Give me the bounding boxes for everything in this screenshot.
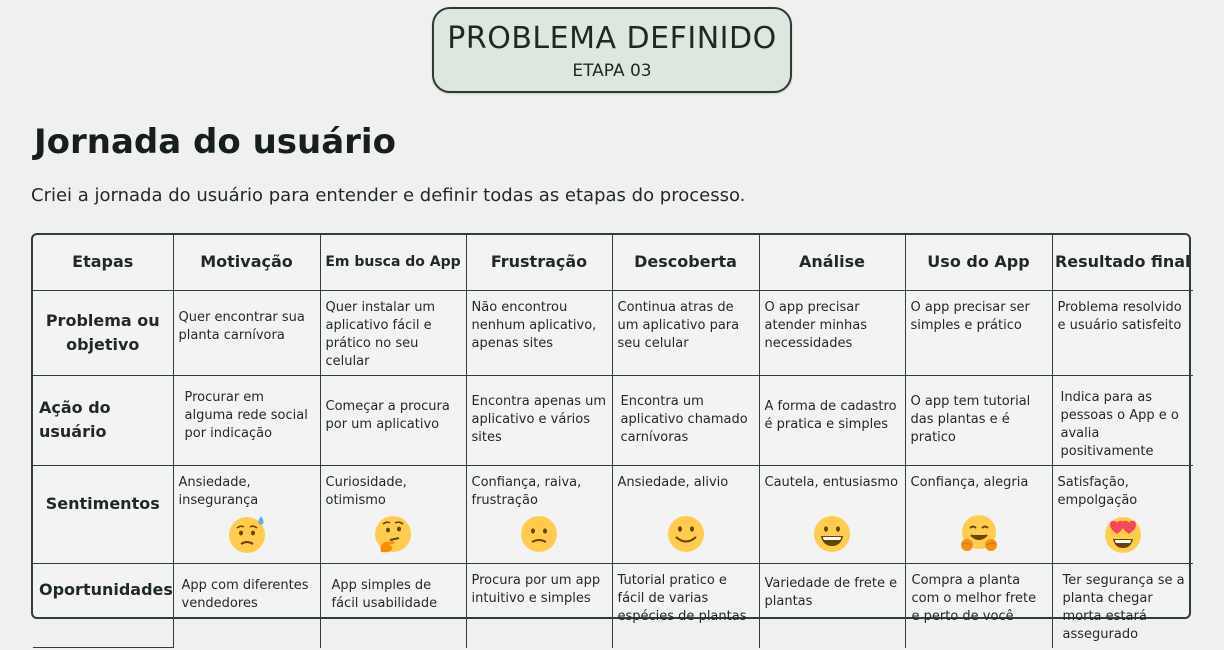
table-cell xyxy=(759,465,905,563)
table-row xyxy=(33,465,1193,563)
table-cell: Ter segurança se a planta chegar morta estará assegurado xyxy=(1052,563,1193,648)
row-label-user-action: Ação do usuário xyxy=(33,375,173,465)
column-header-app-usage: Uso do App xyxy=(905,235,1052,290)
thinking-face-icon xyxy=(373,514,413,554)
table-cell: O app precisar ser simples e prático xyxy=(905,290,1052,375)
confused-face-icon xyxy=(519,514,559,554)
table-cell: A forma de cadastro é pratica e simples xyxy=(759,375,905,465)
column-header-frustration: Frustração xyxy=(466,235,612,290)
row-label-problem: Problema ou objetivo xyxy=(33,290,173,375)
table-cell: O app precisar atender minhas necessidades xyxy=(759,290,905,375)
column-header-app-search: Em busca do App xyxy=(320,235,466,290)
row-label-opportunities-text: Oportunidades xyxy=(39,579,173,599)
table-cell xyxy=(1052,465,1193,563)
table-cell: Encontra um aplicativo chamado carnívoras xyxy=(612,375,759,465)
feeling-text: Cautela, entusiasmo xyxy=(764,474,899,490)
table-cell xyxy=(612,465,759,563)
table-cell: App com diferentes vendedores xyxy=(173,563,320,648)
table-row xyxy=(33,290,1193,375)
table-row xyxy=(33,563,1193,648)
header-row xyxy=(33,235,1193,290)
column-header-analysis: Análise xyxy=(759,235,905,290)
table-cell: Encontra apenas um aplicativo e vários sites xyxy=(466,375,612,465)
feeling-text: Ansiedade, alivio xyxy=(617,474,729,490)
table-cell: Procurar em alguma rede social por indicação xyxy=(173,375,320,465)
column-header-motivation: Motivação xyxy=(173,235,320,290)
table-cell: Quer instalar um aplicativo fácil e prático no seu celular xyxy=(320,290,466,375)
column-header-final-result: Resultado final xyxy=(1052,235,1193,290)
table-cell: Tutorial pratico e fácil de varias espécies de plantas xyxy=(612,563,759,648)
user-journey-table xyxy=(31,233,1191,642)
smiling-face-icon xyxy=(666,514,706,554)
hugging-face-icon xyxy=(959,514,999,554)
feeling-text: Ansiedade, insegurança xyxy=(178,474,259,508)
feeling-text: Curiosidade, otimismo xyxy=(325,474,407,508)
stage-title: PROBLEMA DEFINIDO xyxy=(447,21,777,56)
table-cell xyxy=(466,465,612,563)
page-description: Criei a jornada do usuário para entender e definir todas as etapas do processo. xyxy=(31,185,746,206)
table-cell: Compra a planta com o melhor frete e perto de você xyxy=(905,563,1052,648)
stage-badge xyxy=(432,7,792,93)
grinning-face-icon xyxy=(812,514,852,554)
table-cell xyxy=(173,465,320,563)
table-cell: App simples de fácil usabilidade xyxy=(320,563,466,648)
table-cell: Não encontrou nenhum aplicativo, apenas sites xyxy=(466,290,612,375)
table-cell: Indica para as pessoas o App e o avalia positivamente xyxy=(1052,375,1193,465)
table-cell: Começar a procura por um aplicativo xyxy=(320,375,466,465)
table-cell: Variedade de frete e plantas xyxy=(759,563,905,648)
table-row xyxy=(33,375,1193,465)
table-cell xyxy=(905,465,1052,563)
anxious-sweat-face-icon xyxy=(227,514,267,554)
feeling-text: Satisfação, empolgação xyxy=(1057,474,1138,508)
column-header-discovery: Descoberta xyxy=(612,235,759,290)
heart-eyes-face-icon xyxy=(1103,514,1143,554)
table-cell: Problema resolvido e usuário satisfeito xyxy=(1052,290,1193,375)
feeling-text: Confiança, raiva, frustração xyxy=(471,474,582,508)
table-cell: Quer encontrar sua planta carnívora xyxy=(173,290,320,375)
table-cell xyxy=(320,465,466,563)
row-label-opportunities xyxy=(33,563,173,648)
table-cell: Procura por um app intuitivo e simples xyxy=(466,563,612,648)
column-header-stages: Etapas xyxy=(33,235,173,290)
feeling-text: Confiança, alegria xyxy=(910,474,1029,490)
row-label-feelings: Sentimentos xyxy=(33,465,173,563)
table-cell: O app tem tutorial das plantas e é pratico xyxy=(905,375,1052,465)
table-cell: Continua atras de um aplicativo para seu celular xyxy=(612,290,759,375)
page-title: Jornada do usuário xyxy=(34,122,396,162)
stage-subtitle: ETAPA 03 xyxy=(572,61,652,81)
